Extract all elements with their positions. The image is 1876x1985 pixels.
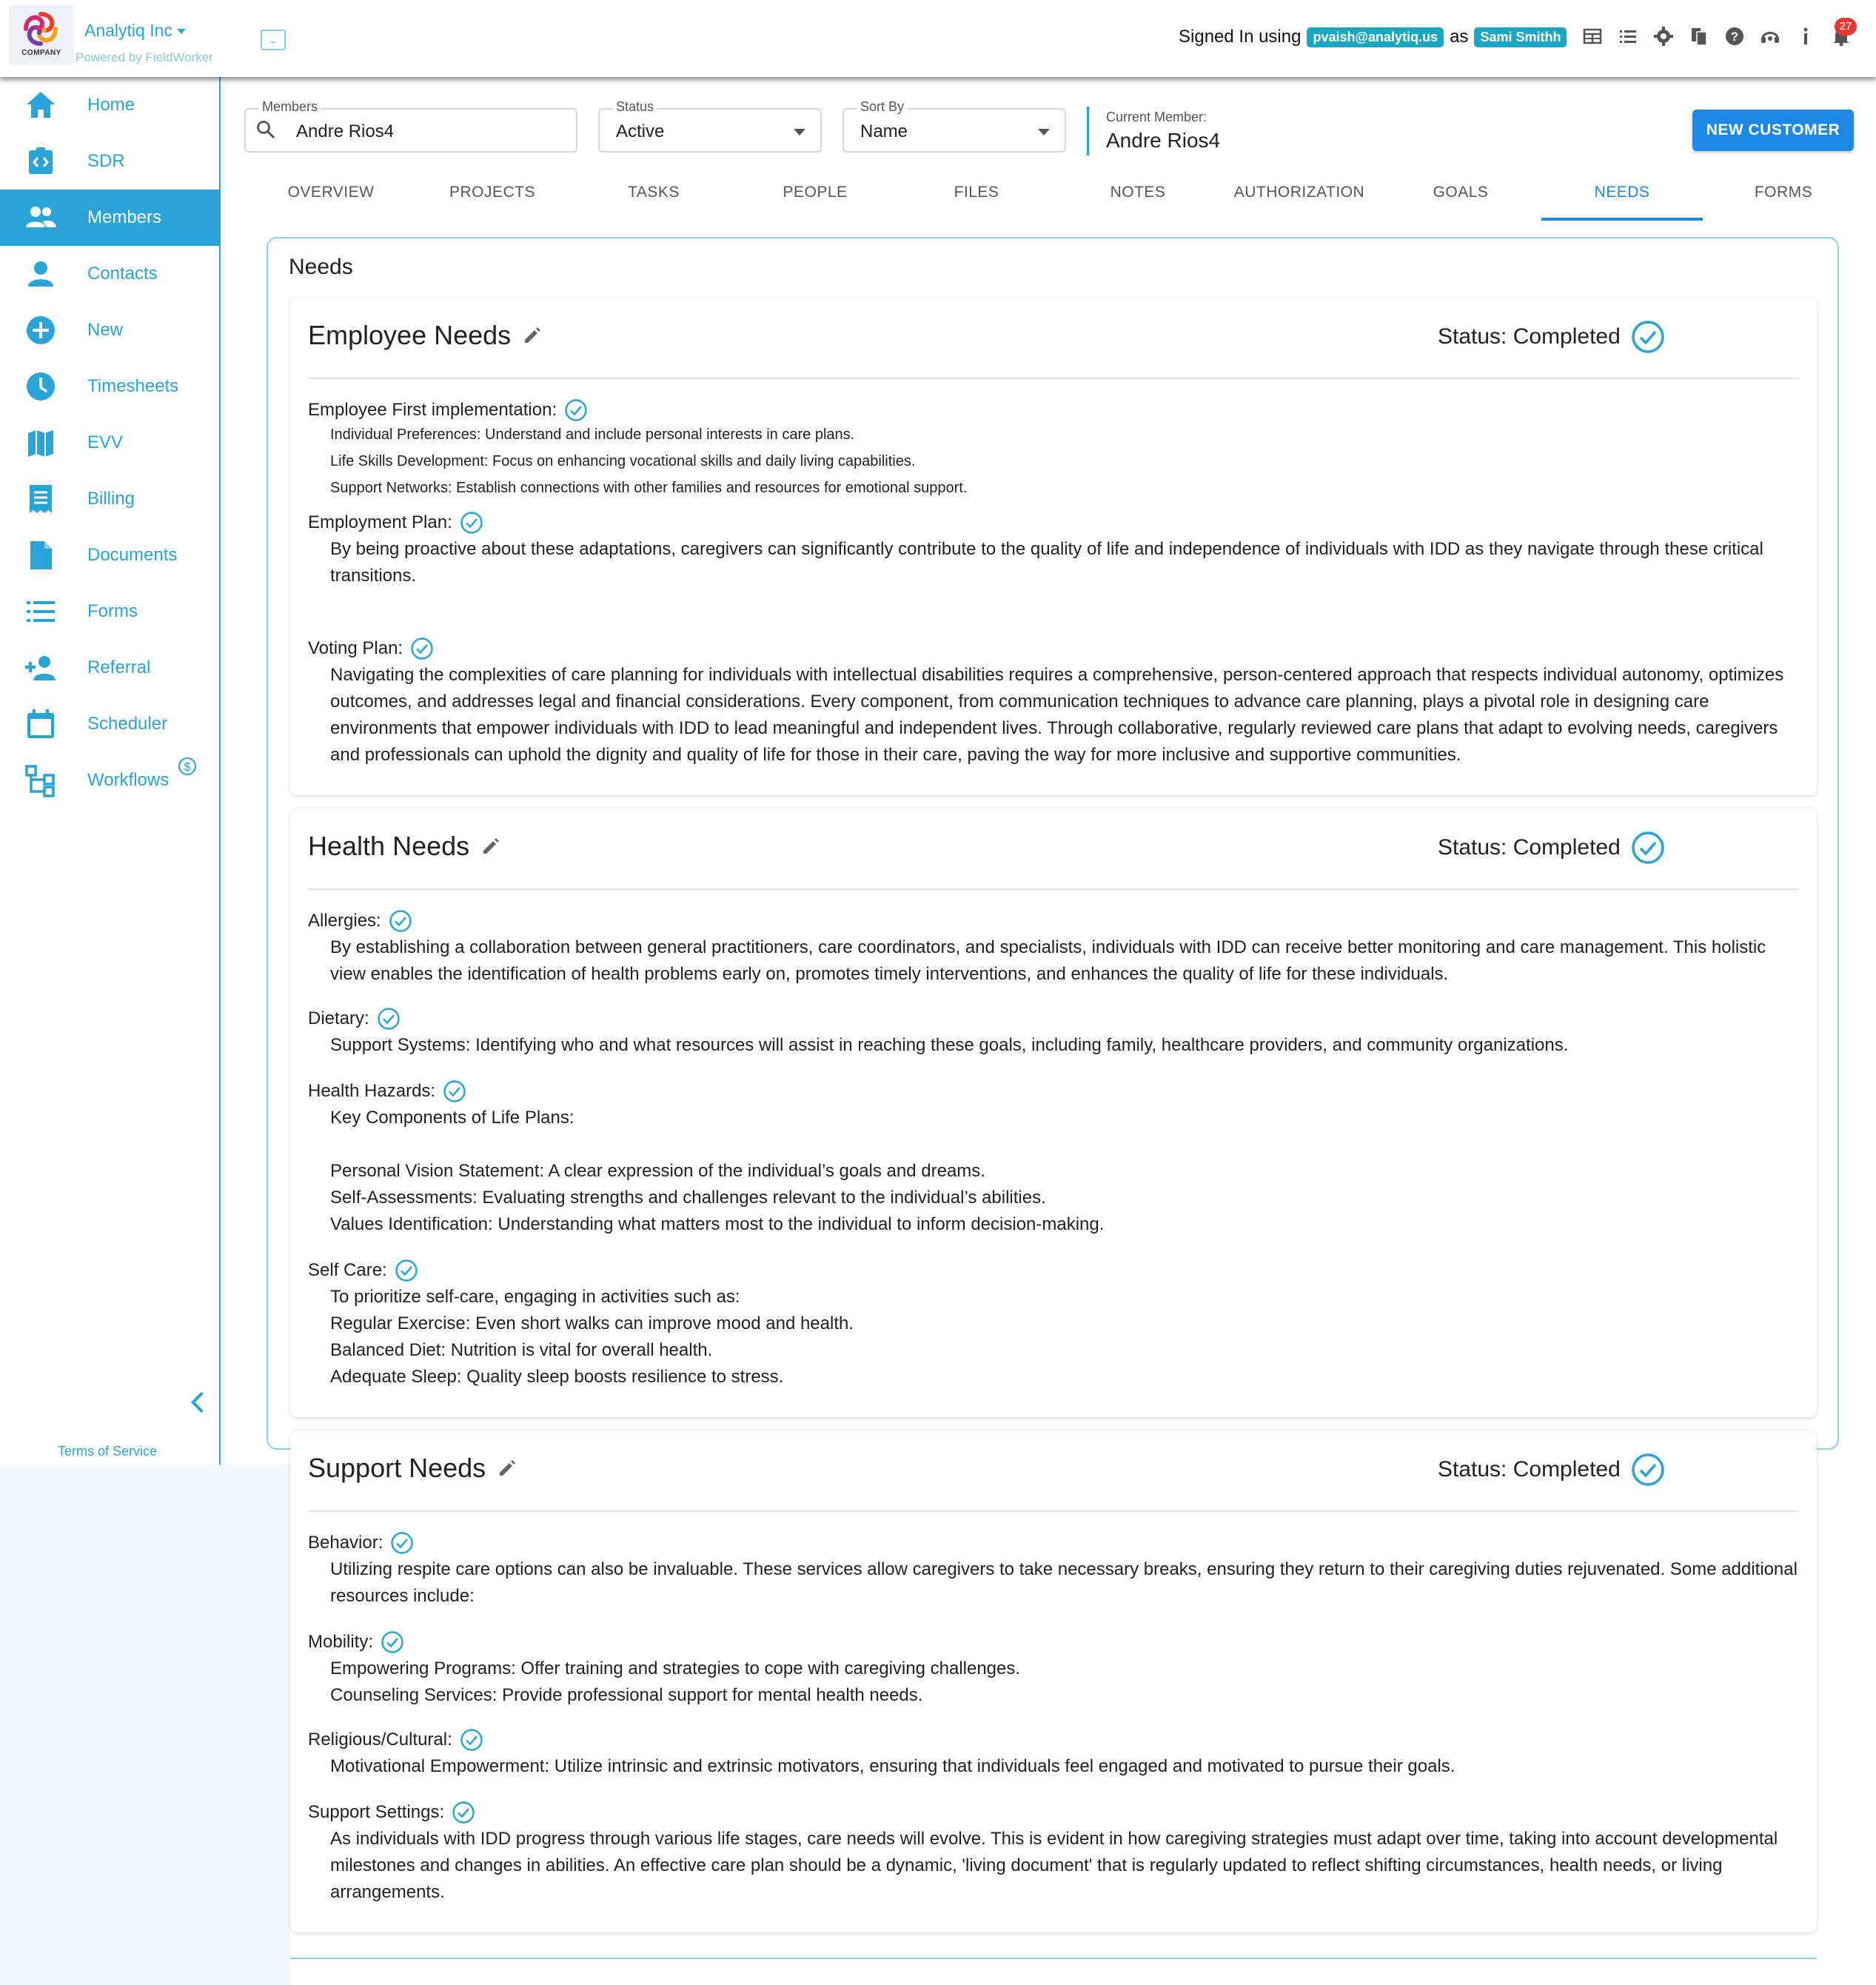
need-text: Regular Exercise: Even short walks can improve mood and health.: [330, 1313, 854, 1333]
sidebar-item-label: Timesheets: [87, 376, 179, 396]
need-label: Employee First implementation:: [308, 400, 557, 420]
need-text: Navigating the complexities of care planning for individuals with intellectual disabilities requires a comprehensive, person-centered approach that respects individual autonomy, optimizes outcomes, and addresses legal and financial considerations. Every component, from communication techniques to advance care planning, plays a pivotal role in designing care environments that empower individuals with IDD to lead meaningful and independent lives. Through collaborative, regularly reviewed care plans that adapt to evolving needs, caregivers and professionals can uphold the dignity and quality of life for those in their care, paving the way for more inclusive and supportive communities.: [330, 665, 1784, 765]
support-icon[interactable]: [1759, 25, 1781, 47]
need-item: [308, 1078, 1799, 1238]
signed-in-info: [1179, 27, 1567, 47]
chevron-down-icon: [794, 129, 805, 135]
sidebar-item-documents[interactable]: [0, 527, 221, 583]
sidebar-item-label: Contacts: [87, 264, 158, 284]
members-icon: [24, 201, 58, 235]
sidebar-item-scheduler[interactable]: [0, 696, 221, 752]
need-text: To prioritize self-care, engaging in activities such as:: [330, 1287, 740, 1307]
calendar-icon: [24, 707, 58, 741]
section-divider: [308, 1510, 1799, 1512]
download-icon[interactable]: [261, 30, 286, 50]
section-divider: [308, 378, 1799, 379]
document-icon: [24, 538, 58, 572]
sort-by-select[interactable]: [842, 99, 1066, 153]
receipt-icon: [24, 482, 58, 516]
table-icon[interactable]: [1581, 25, 1604, 47]
signed-in-user[interactable]: Sami Smithh: [1474, 27, 1567, 47]
section-title-text: Employee Needs: [308, 320, 512, 350]
section-title: [308, 1453, 518, 1484]
need-label: Support Settings:: [308, 1802, 445, 1822]
map-icon: [24, 426, 58, 460]
current-member-divider: [1087, 107, 1089, 155]
employee-needs-card: [290, 298, 1817, 795]
list-icon[interactable]: [1617, 25, 1639, 47]
sidebar-item-label: Members: [87, 207, 162, 227]
sidebar-item-home[interactable]: [0, 77, 221, 133]
tab-notes[interactable]: NOTES: [1110, 184, 1166, 201]
need-text: Empowering Programs: Offer training and strategies to cope with caregiving challenges.: [330, 1658, 1021, 1678]
sidebar-item-label: Forms: [87, 601, 138, 621]
check-circle-icon: [390, 1531, 414, 1555]
members-select[interactable]: [244, 99, 577, 153]
dollar-badge-icon: [178, 757, 197, 776]
top-bar: [0, 0, 1876, 77]
sidebar-item-label: New: [87, 320, 124, 340]
need-text: Self-Assessments: Evaluating strengths and challenges relevant to the individual’s abilities.: [330, 1188, 1046, 1208]
signed-in-prefix: Signed In using: [1179, 27, 1302, 47]
top-icon-bar: [1581, 25, 1852, 47]
need-text: Adequate Sleep: Quality sleep boosts resilience to stress.: [330, 1367, 784, 1387]
tab-projects[interactable]: PROJECTS: [449, 184, 535, 201]
need-text: Support Systems: Identifying who and what resources will assist in reaching these goals, including family, healthcare providers, and community organizations.: [330, 1035, 1569, 1055]
status-label: Status: [613, 99, 657, 115]
status-select[interactable]: [598, 99, 822, 153]
need-item: [308, 1799, 1799, 1906]
section-divider: [308, 888, 1799, 890]
edit-pencil-icon[interactable]: [496, 1457, 518, 1479]
need-item: [308, 397, 1799, 503]
person-add-icon: [24, 651, 58, 685]
need-text: By being proactive about these adaptations, caregivers can significantly contribute to the quality of life and independence of individuals with IDD as they navigate through these critical transitions.: [330, 539, 1763, 586]
sidebar: [0, 77, 221, 1465]
need-label: Self Care:: [308, 1260, 387, 1280]
need-label: Health Hazards:: [308, 1081, 436, 1101]
check-circle-icon: [460, 1728, 483, 1752]
company-logo[interactable]: [9, 4, 74, 65]
company-switcher[interactable]: [84, 21, 186, 41]
check-circle-icon: [377, 1007, 401, 1031]
section-title: [308, 320, 543, 351]
need-text: By establishing a collaboration between general practitioners, care coordinators, and specialists, individuals with IDD can receive better monitoring and care management. This holistic view enables the identification of health problems early on, promotes timely interventions, and enhances the quality of life for these individuals.: [330, 937, 1766, 984]
plus-circle-icon: [24, 313, 58, 347]
need-label: Voting Plan:: [308, 638, 403, 658]
members-value: Andre Rios4: [296, 121, 395, 141]
sidebar-background: [0, 1465, 290, 1985]
edit-pencil-icon[interactable]: [480, 835, 502, 857]
sidebar-item-label: Home: [87, 95, 135, 115]
sidebar-item-referral[interactable]: [0, 640, 221, 696]
bottom-divider: [290, 1958, 1817, 1959]
health-needs-card: [290, 809, 1817, 1417]
check-circle-icon: [389, 909, 412, 933]
current-member-label: Current Member:: [1106, 110, 1207, 124]
need-item: [308, 908, 1799, 988]
need-item: [308, 1727, 1799, 1780]
sidebar-item-label: EVV: [87, 432, 124, 452]
tab-tasks[interactable]: TASKS: [628, 184, 680, 201]
need-item: [308, 1005, 1799, 1059]
notification-badge: 27: [1835, 18, 1857, 36]
sidebar-item-sdr[interactable]: [0, 133, 221, 190]
sidebar-item-timesheets[interactable]: [0, 358, 221, 415]
sidebar-item-contacts[interactable]: [0, 246, 221, 302]
need-text: Values Identification: Understanding what matters most to the individual to inform decision-making.: [330, 1214, 1105, 1234]
gear-icon[interactable]: [1652, 25, 1675, 47]
need-text: Utilizing respite care options can also be invaluable. These services allow caregivers to take necessary breaks, ensuring they return to their caregiving duties rejuvenated. Some additional resources include:: [330, 1559, 1798, 1606]
check-circle-icon: [395, 1259, 418, 1282]
need-item: [308, 1629, 1799, 1709]
help-icon[interactable]: [1723, 25, 1746, 47]
need-label: Behavior:: [308, 1533, 383, 1553]
need-label: Dietary:: [308, 1008, 369, 1028]
need-item: [308, 509, 1799, 589]
need-text: Support Networks: Establish connections with other families and resources for emotional support.: [330, 480, 968, 496]
sidebar-item-forms[interactable]: [0, 583, 221, 640]
check-circle-icon: [1631, 320, 1665, 354]
search-icon: [256, 120, 275, 139]
support-needs-card: [290, 1430, 1817, 1932]
sidebar-item-label: Documents: [87, 545, 178, 565]
sidebar-item-label: Referral: [87, 657, 151, 677]
powered-by: Powered by FieldWorker: [76, 50, 213, 64]
sidebar-item-members[interactable]: [0, 190, 221, 246]
current-member-name: Andre Rios4: [1106, 129, 1221, 152]
section-status-text: Status: Completed: [1438, 835, 1621, 860]
info-icon[interactable]: [1795, 25, 1817, 47]
check-circle-icon: [443, 1079, 466, 1103]
sidebar-item-workflows[interactable]: [0, 752, 221, 809]
sidebar-item-label: Billing: [87, 489, 135, 509]
clock-icon: [24, 369, 58, 404]
terms-of-service-link[interactable]: Terms of Service: [58, 1444, 158, 1459]
check-circle-icon: [460, 511, 483, 535]
sidebar-item-label: Workflows: [87, 770, 170, 790]
sidebar-item-evv[interactable]: [0, 415, 221, 471]
new-customer-button[interactable]: NEW CUSTOMER: [1692, 110, 1854, 151]
tab-overview[interactable]: OVERVIEW: [287, 184, 375, 201]
check-circle-icon: [452, 1801, 475, 1824]
need-label: Religious/Cultural:: [308, 1730, 452, 1750]
svg-text:$: $: [184, 761, 191, 774]
status-value: Active: [616, 121, 665, 141]
check-circle-icon: [410, 637, 434, 660]
need-item: [308, 1257, 1799, 1390]
edit-pencil-icon[interactable]: [521, 324, 543, 347]
tab-goals[interactable]: GOALS: [1433, 184, 1489, 201]
home-icon: [24, 88, 58, 122]
check-circle-icon: [381, 1630, 404, 1654]
need-text: Life Skills Development: Focus on enhancing vocational skills and daily living capabilities.: [330, 453, 916, 469]
sidebar-item-billing[interactable]: [0, 471, 221, 527]
need-text: Key Components of Life Plans:: [330, 1108, 574, 1128]
tab-forms[interactable]: FORMS: [1754, 184, 1813, 201]
section-status: [1438, 320, 1665, 354]
sort-by-value: Name: [860, 121, 908, 141]
check-circle-icon: [564, 398, 588, 422]
sidebar-item-new[interactable]: [0, 302, 221, 358]
section-title-text: Support Needs: [308, 1453, 486, 1483]
sidebar-item-label: SDR: [87, 151, 125, 171]
need-label: Employment Plan:: [308, 512, 452, 532]
collapse-sidebar-chevron-icon[interactable]: [191, 1392, 212, 1413]
section-status: [1438, 831, 1665, 865]
need-item: [308, 635, 1799, 769]
need-label: Allergies:: [308, 911, 381, 931]
need-text: Motivational Empowerment: Utilize intrinsic and extrinsic motivators, ensuring that individuals feel engaged and motivated to pursue their goals.: [330, 1756, 1455, 1776]
check-circle-icon: [1631, 831, 1665, 865]
tab-files[interactable]: FILES: [954, 184, 999, 201]
company-name: Analytiq Inc: [84, 21, 172, 40]
tab-authorization[interactable]: AUTHORIZATION: [1233, 184, 1365, 201]
sort-by-label: Sort By: [857, 99, 907, 115]
svg-text:?: ?: [1730, 30, 1739, 44]
tab-people[interactable]: PEOPLE: [783, 184, 848, 201]
needs-title: Needs: [289, 255, 353, 279]
check-circle-icon: [1631, 1453, 1665, 1487]
section-title-text: Health Needs: [308, 831, 470, 861]
need-text: Personal Vision Statement: A clear expression of the individual’s goals and dreams.: [330, 1161, 985, 1181]
section-status-text: Status: Completed: [1438, 1457, 1621, 1482]
logo-text: COMPANY: [21, 49, 61, 57]
need-text: Counseling Services: Provide professional support for mental health needs.: [330, 1685, 923, 1705]
workflow-icon: [24, 763, 58, 797]
caret-down-icon: [177, 29, 186, 34]
section-status-text: Status: Completed: [1438, 324, 1621, 349]
need-text: Individual Preferences: Understand and include personal interests in care plans.: [330, 426, 855, 443]
contact-icon: [24, 257, 58, 291]
files-icon[interactable]: [1688, 25, 1710, 47]
signed-in-email: pvaish@analytiq.us: [1307, 27, 1444, 47]
section-title: [308, 831, 502, 862]
sdr-icon: [24, 144, 58, 178]
member-tabs: [250, 175, 1876, 221]
need-text: [330, 1131, 1799, 1158]
list-icon: [24, 595, 58, 629]
section-status: [1438, 1453, 1665, 1487]
signed-in-as: as: [1450, 27, 1469, 47]
members-label: Members: [259, 99, 321, 115]
sidebar-item-label: Scheduler: [87, 714, 168, 734]
need-text: Balanced Diet: Nutrition is vital for overall health.: [330, 1340, 713, 1360]
need-item: [308, 1530, 1799, 1610]
tab-needs[interactable]: NEEDS: [1541, 175, 1703, 221]
logo-swirl-icon: [22, 10, 59, 47]
need-text: As individuals with IDD progress through various life stages, care needs will evolve. This is evident in how caregiving strategies must adapt over time, taking into account developmental milestones and changes in abilities. An effective care plan should be a dynamic, 'living document' that is regularly updated to reflect shifting circumstances, health needs, or living arrangements.: [330, 1829, 1778, 1902]
chevron-down-icon: [1038, 129, 1050, 135]
need-label: Mobility:: [308, 1632, 374, 1652]
